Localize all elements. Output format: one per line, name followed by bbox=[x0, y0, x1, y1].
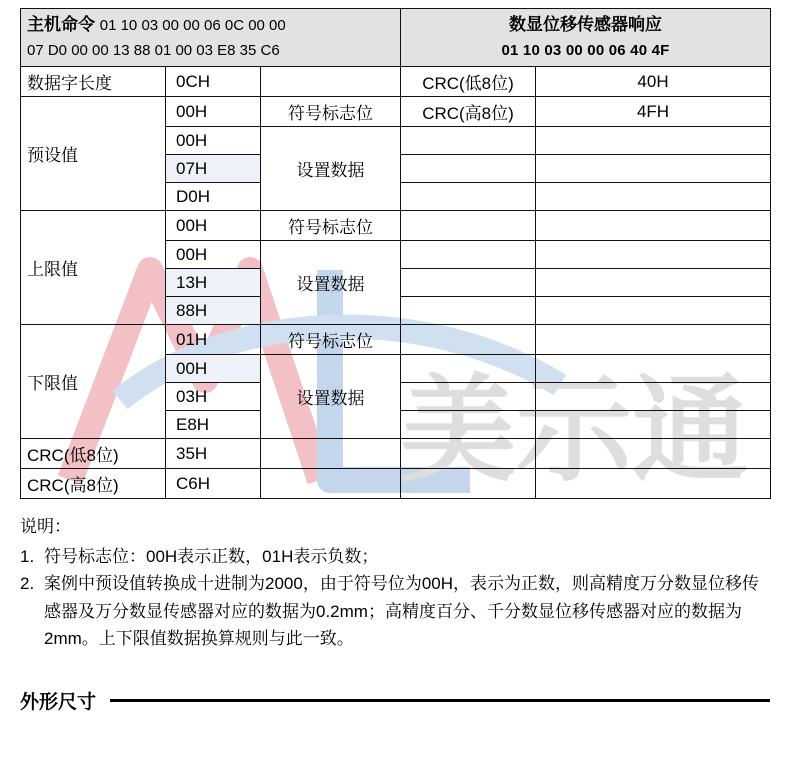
row-label-lower-limit: 下限值 bbox=[21, 325, 166, 439]
spacer-cell bbox=[401, 355, 536, 383]
spacer-cell bbox=[536, 411, 771, 439]
row-value-upper-d3: 88H bbox=[166, 297, 261, 325]
row-desc-preset-data: 设置数据 bbox=[261, 127, 401, 211]
row-value-upper-sign: 00H bbox=[166, 211, 261, 241]
header-host-command-title: 主机命令 bbox=[27, 15, 95, 34]
spacer-cell bbox=[536, 183, 771, 211]
table-row bbox=[21, 469, 771, 499]
row-value-upper-d1: 00H bbox=[166, 241, 261, 269]
svg-text:美示通: 美示通 bbox=[400, 365, 748, 495]
row-value-preset-sign: 00H bbox=[166, 97, 261, 127]
spacer-cell bbox=[536, 127, 771, 155]
spacer-cell bbox=[536, 469, 771, 499]
row-value-preset-d2: 07H bbox=[166, 155, 261, 183]
table-header-row bbox=[21, 9, 771, 67]
notes-title: 说明： bbox=[20, 517, 71, 537]
row-right-label-crc-high: CRC(高8位) bbox=[401, 97, 536, 127]
section-heading bbox=[20, 687, 770, 714]
table-row bbox=[21, 67, 771, 97]
note-item bbox=[20, 543, 770, 571]
spacer-cell bbox=[401, 155, 536, 183]
section-rule bbox=[110, 699, 770, 702]
spacer-cell bbox=[261, 469, 401, 499]
row-value-lower-d2: 03H bbox=[166, 383, 261, 411]
row-desc-preset-sign: 符号标志位 bbox=[261, 97, 401, 127]
spacer-cell bbox=[536, 155, 771, 183]
note-number: 1. bbox=[20, 546, 35, 566]
spacer-cell bbox=[401, 439, 536, 469]
row-label-data-length: 数据字长度 bbox=[21, 67, 166, 97]
table-row bbox=[21, 97, 771, 127]
spacer-cell bbox=[401, 241, 536, 269]
row-desc-lower-sign: 符号标志位 bbox=[261, 325, 401, 355]
row-label-preset: 预设值 bbox=[21, 97, 166, 211]
table-row bbox=[21, 325, 771, 355]
row-desc-lower-data: 设置数据 bbox=[261, 355, 401, 439]
table-row bbox=[21, 439, 771, 469]
note-text: 符号标志位：00H表示正数，01H表示负数； bbox=[44, 546, 379, 566]
row-value-preset-d1: 00H bbox=[166, 127, 261, 155]
notes-block bbox=[20, 513, 770, 653]
row-value-lower-d3: E8H bbox=[166, 411, 261, 439]
header-sensor-response bbox=[401, 9, 771, 67]
row-value-lower-sign: 01H bbox=[166, 325, 261, 355]
spacer-cell bbox=[401, 383, 536, 411]
spacer-cell bbox=[536, 297, 771, 325]
spacer-cell bbox=[401, 183, 536, 211]
row-value-upper-d2: 13H bbox=[166, 269, 261, 297]
spacer-cell bbox=[401, 325, 536, 355]
header-host-command-line1: 01 10 03 00 00 06 0C 00 00 bbox=[99, 17, 286, 34]
header-host-command-line2: 07 D0 00 00 13 88 01 00 03 E8 35 C6 bbox=[27, 41, 280, 59]
row-label-crc-low: CRC(低8位) bbox=[21, 439, 166, 469]
header-host-command bbox=[21, 9, 401, 67]
spacer-cell bbox=[536, 383, 771, 411]
section-title: 外形尺寸 bbox=[20, 691, 97, 713]
spacer-cell bbox=[536, 355, 771, 383]
row-value-crc-low: 35H bbox=[166, 439, 261, 469]
spacer-cell bbox=[401, 127, 536, 155]
spacer-cell bbox=[536, 439, 771, 469]
row-right-label-crc-low: CRC(低8位) bbox=[401, 67, 536, 97]
row-label-upper-limit: 上限值 bbox=[21, 211, 166, 325]
note-number: 2. bbox=[20, 574, 35, 594]
note-item bbox=[20, 570, 770, 653]
row-value-crc-high: C6H bbox=[166, 469, 261, 499]
header-sensor-response-sub: 01 10 03 00 00 06 40 4F bbox=[501, 41, 670, 59]
row-right-value-crc-high: 4FH bbox=[536, 97, 771, 127]
row-label-crc-high: CRC(高8位) bbox=[21, 469, 166, 499]
spacer-cell bbox=[261, 439, 401, 469]
spacer-cell bbox=[401, 297, 536, 325]
spacer-cell bbox=[536, 269, 771, 297]
header-sensor-response-title: 数显位移传感器响应 bbox=[509, 15, 662, 34]
table-row bbox=[21, 211, 771, 241]
row-value-lower-d1: 00H bbox=[166, 355, 261, 383]
row-value-preset-d3: D0H bbox=[166, 183, 261, 211]
spacer-cell bbox=[401, 211, 536, 241]
row-value-data-length: 0CH bbox=[166, 67, 261, 97]
spacer-cell bbox=[401, 411, 536, 439]
spacer-cell bbox=[536, 325, 771, 355]
spacer-cell bbox=[536, 241, 771, 269]
spacer-cell bbox=[401, 269, 536, 297]
row-right-value-crc-low: 40H bbox=[536, 67, 771, 97]
row-desc-upper-data: 设置数据 bbox=[261, 241, 401, 325]
spacer-cell bbox=[536, 211, 771, 241]
protocol-table bbox=[20, 8, 771, 499]
note-text: 案例中预设值转换成十进制为2000，由于符号位为00H，表示为正数，则高精度万分数显位移传感器及万分数显传感器对应的数据为0.2mm；高精度百分、千分数显位移传感器对应的数据为2mm。上下限值数据换算规则与此一致。 bbox=[44, 574, 760, 649]
row-desc-upper-sign: 符号标志位 bbox=[261, 211, 401, 241]
spacer-cell bbox=[401, 469, 536, 499]
row-desc-data-length bbox=[261, 67, 401, 97]
